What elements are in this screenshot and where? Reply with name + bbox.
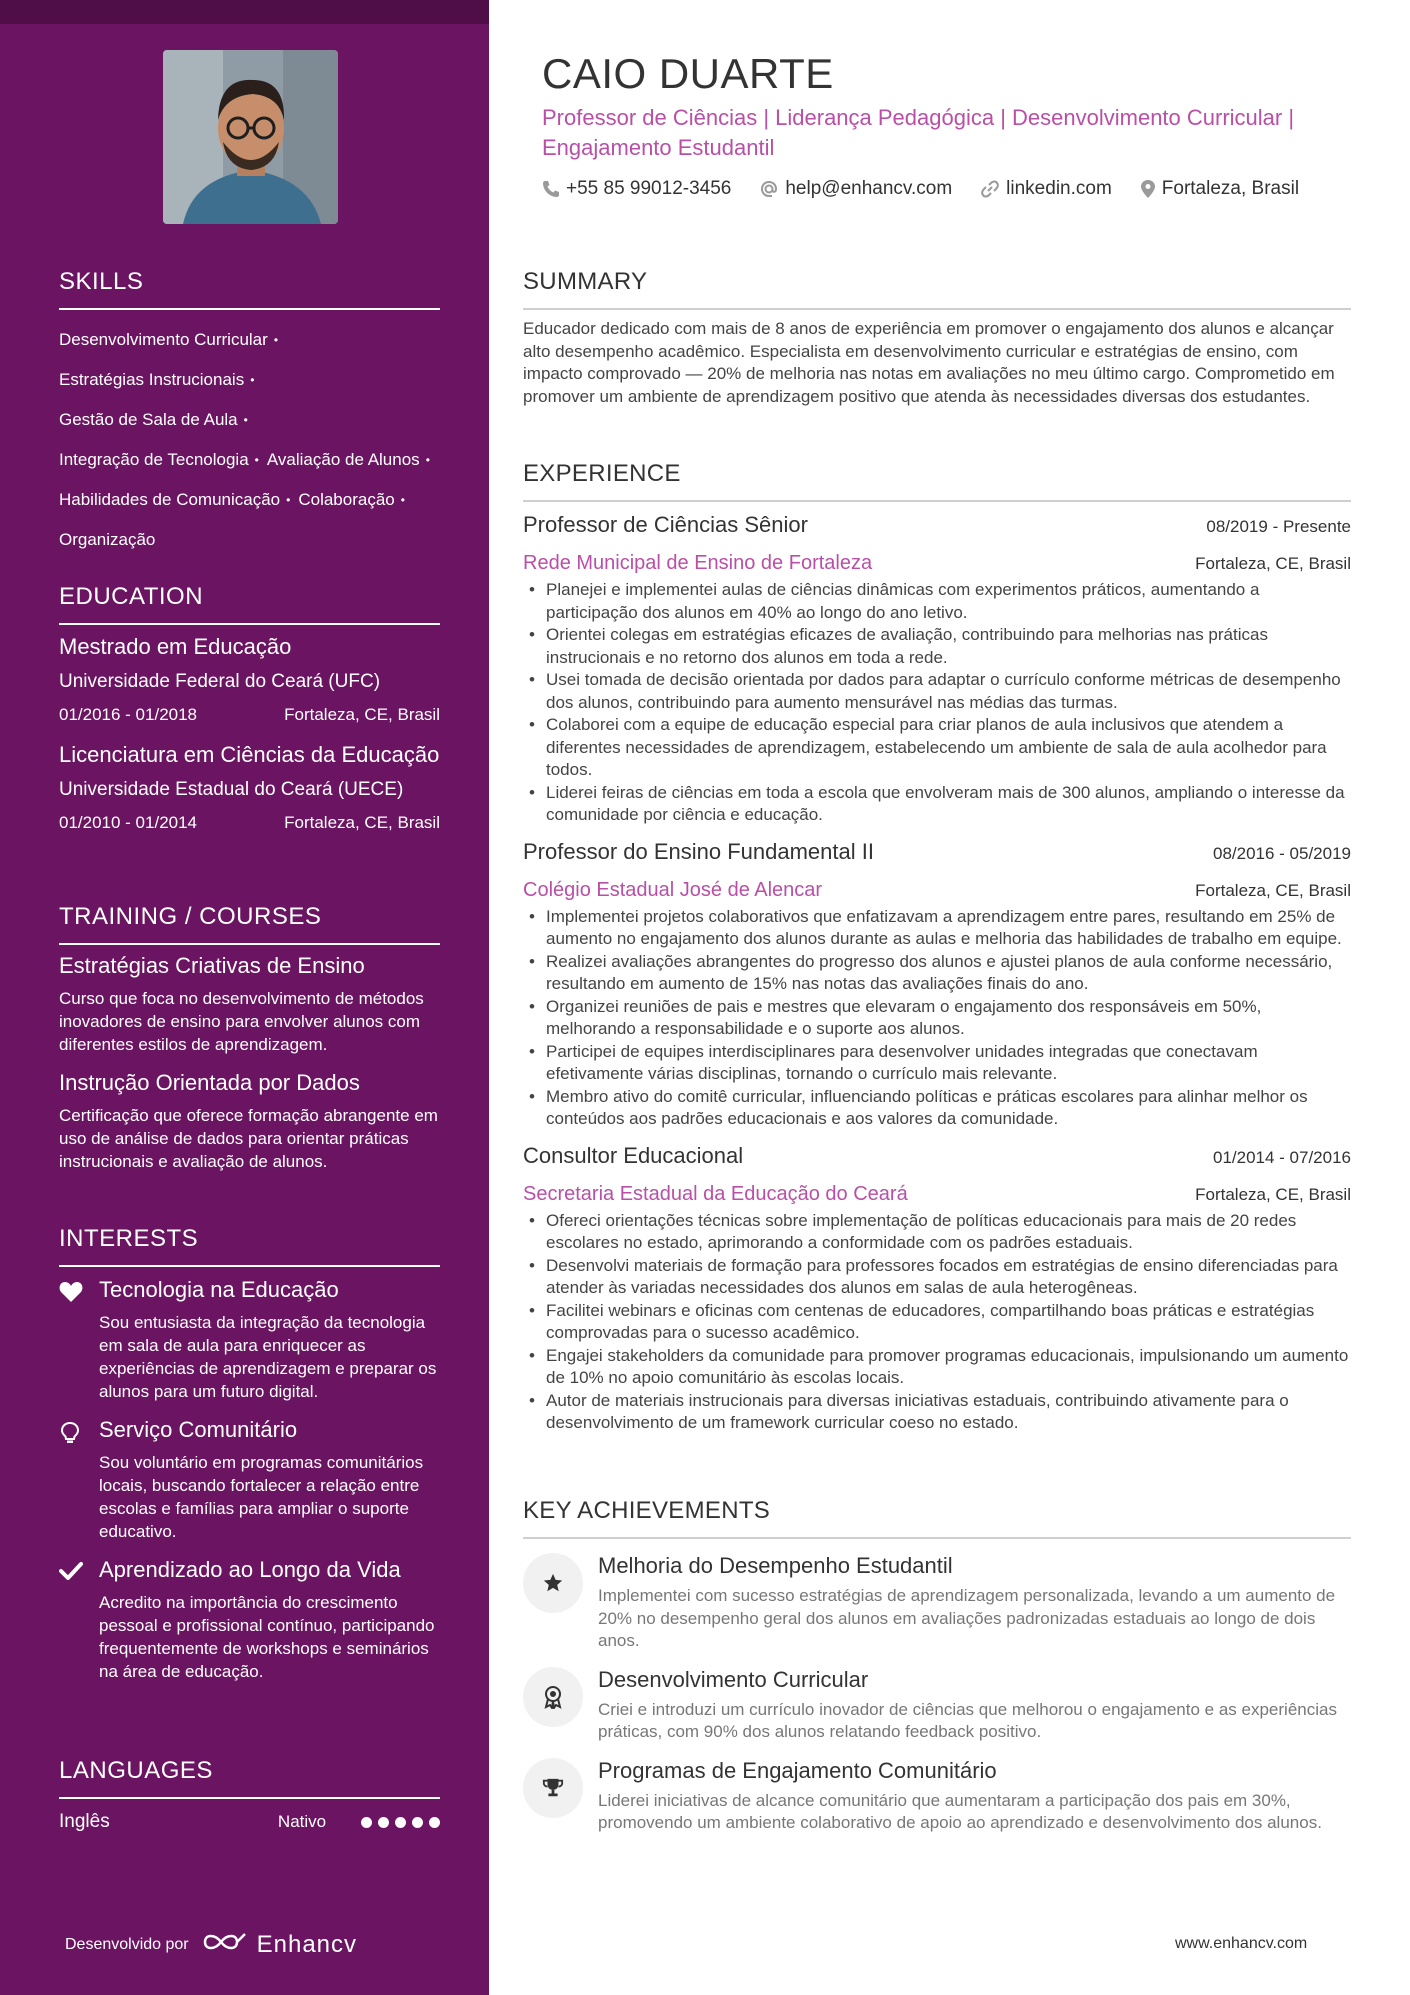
interest-title: Serviço Comunitário [99,1417,298,1442]
job-company: Colégio Estadual José de Alencar [523,878,823,901]
education-dates: 01/2016 - 01/2018 [59,705,198,724]
heart-icon [59,1277,99,1403]
job-location: Fortaleza, CE, Brasil [1195,1184,1351,1204]
skill-label: Colaboração [298,490,395,510]
achievement-title: Programas de Engajamento Comunitário [598,1757,997,1783]
job-bullet: • Engajei stakeholders da comunidade para promover programas educacionais, impulsionando um aumento de 10% no apoio comunitário às escolas locais. [523,1345,1351,1390]
rating-dot [429,1817,440,1828]
interest-description: Acredito na importância do crescimento pessoal e profissional contínuo, participando frequentemente de workshops e seminários na área de educação. [99,1593,435,1681]
award-ribbon-icon [523,1667,583,1727]
course-description: Certificação que oferece formação abrangente em uso de análise de dados para orientar práticas instrucionais e avaliação de alunos. [59,1106,438,1171]
checkmark-icon [59,1557,99,1683]
interest-item [59,1277,440,1403]
profile-photo [163,50,338,224]
contact-email[interactable] [759,178,952,200]
education-section [59,583,440,833]
achievement-item [523,1758,1351,1835]
education-school: Universidade Estadual do Ceará (UECE) [59,779,404,800]
job-bullet: • Autor de materiais instrucionais para diversas iniciativas estaduais, contribuindo ativamente para o desenvolvimento de um framework curricular coeso no estado. [523,1390,1351,1435]
contact-text: Fortaleza, Brasil [1161,178,1300,199]
job-entry [523,1143,1351,1435]
education-dates: 01/2010 - 01/2014 [59,813,198,832]
skill-item: Desenvolvimento Curricular • [59,330,279,349]
job-bullet: • Desenvolvi materiais de formação para professores focados em estratégias de ensino diferenciadas para atender às variadas necessidades dos alunos em salas de aula heterogêneas. [523,1255,1351,1300]
star-icon [523,1553,583,1613]
job-entry [523,512,1351,827]
job-bullet: • Membro ativo do comitê curricular, influenciando políticas e práticas escolares para alinhar melhor os conteúdos aos padrões educacionais e aos valores da comunidade. [523,1086,1351,1131]
job-entry [523,839,1351,1131]
course-item [59,953,440,1056]
skill-label: Avaliação de Alunos [266,450,420,470]
skill-label: Desenvolvimento Curricular [59,330,268,349]
achievement-description: Implementei com sucesso estratégias de aprendizagem personalizada, levando a um aumento de 20% no desempenho geral dos alunos em avaliações padronizadas estaduais ao longo de dois anos. [598,1586,1336,1650]
achievement-title: Desenvolvimento Curricular [598,1666,869,1692]
courses-title: TRAINING / COURSES [59,903,440,945]
job-dates: 01/2014 - 07/2016 [1212,1147,1351,1167]
job-bullet: • Liderei feiras de ciências em toda a escola que envolveram mais de 300 alunos, ampliando o interesse da comunidade por ciência e educação. [523,782,1351,827]
website-link[interactable]: www.enhancv.com [1175,1935,1308,1952]
education-degree: Mestrado em Educação [59,634,292,659]
job-bullets [523,906,1351,1131]
rating-dot [412,1817,423,1828]
education-meta [59,705,440,725]
job-company: Rede Municipal de Ensino de Fortaleza [523,552,873,574]
education-item [59,741,440,833]
contact-text: +55 85 99012-3456 [566,178,732,199]
powered-by [65,1930,357,1959]
lightbulb-icon [59,1417,99,1543]
achievement-description: Liderei iniciativas de alcance comunitário que aumentaram a participação dos pais em 30%, promovendo um ambiente colaborativo de apoio ao aprendizado e desenvolvimento dos alunos. [598,1790,1322,1832]
contact-text: help@enhancv.com [785,178,953,199]
summary-text: Educador dedicado com mais de 8 anos de experiência em promover o engajamento dos alunos e alcançar alto desempenho acadêmico. Especialista em desenvolvimento curricular e estratégias de ensino, com impacto comprovado — 20% de melhoria nas notas em avaliações no meu último cargo. Comprometido em promover um ambiente de aprendizagem positivo que atenda às necessidades diversas dos estudantes. [523,319,1335,406]
education-title: EDUCATION [59,583,440,625]
interest-title: Aprendizado ao Longo da Vida [99,1557,401,1582]
job-bullet: • Colaborei com a equipe de educação especial para criar planos de aula inclusivos que atendem a diferentes necessidades de aprendizagem, estabelecendo um ambiente de sala de aula acolhedor para todos. [523,714,1351,782]
course-title: Estratégias Criativas de Ensino [59,953,365,978]
job-bullet: • Planejei e implementei aulas de ciências dinâmicas com experimentos práticos, aumentando a participação dos alunos em 40% ao longo do ano letivo. [523,579,1351,624]
skill-item: Colaboração • [298,490,405,510]
candidate-headline: Professor de Ciências | Liderança Pedagógica | Desenvolvimento Curricular | Engajamento Estudantil [542,105,1295,160]
contact-linkedin[interactable] [980,178,1112,200]
achievements-title: KEY ACHIEVEMENTS [523,1497,1351,1539]
interest-description: Sou entusiasta da integração da tecnologia em sala de aula para enriquecer as experiências de aprendizagem e preparar os alunos para um futuro digital. [99,1313,437,1401]
trophy-icon [523,1758,583,1818]
skills-list [59,320,440,559]
job-location: Fortaleza, CE, Brasil [1195,554,1351,573]
achievements-section [523,1497,1351,1835]
skill-item: Avaliação de Alunos • [266,450,430,470]
sidebar-top-bar [0,0,489,24]
job-bullet: • Organizei reuniões de pais e mestres que elevaram o engajamento dos responsáveis em 50%, melhorando a responsabilidade e o suporte aos alunos. [523,996,1351,1041]
achievement-description: Criei e introduzi um currículo inovador de ciências que melhorou o engajamento e as experiências práticas, com 90% dos alunos relatando feedback positivo. [598,1699,1337,1741]
skill-item: Gestão de Sala de Aula • [59,410,248,430]
skill-item: Habilidades de Comunicação • [59,490,291,510]
job-title: Professor do Ensino Fundamental II [523,838,874,864]
language-item [59,1811,440,1833]
skill-item [59,520,155,559]
location-pin-icon [1140,179,1156,199]
experience-title: EXPERIENCE [523,460,1351,502]
summary-section [523,268,1351,408]
languages-section [59,1757,440,1833]
course-title: Instrução Orientada por Dados [59,1070,360,1095]
interest-item [59,1557,440,1683]
enhancv-logo-icon [201,1930,249,1959]
contact-text: linkedin.com [1006,178,1112,199]
language-level: Nativo [277,1812,327,1831]
job-bullet: • Implementei projetos colaborativos que enfatizavam a aprendizagem entre pares, resultando em 25% de aumento no engajamento dos alunos durante as aulas e melhoria das habilidades de trabalho em equipe. [523,906,1351,951]
candidate-name: CAIO DUARTE [542,50,834,97]
job-bullet: • Facilitei webinars e oficinas com centenas de educadores, compartilhando boas práticas e estratégias comprovadas para o sucesso acadêmico. [523,1300,1351,1345]
skills-title: SKILLS [59,268,440,310]
job-bullet: • Participei de equipes interdisciplinares para desenvolver unidades integradas que conectavam efetivamente várias disciplinas, tornando o currículo mais relevante. [523,1041,1351,1086]
powered-by-label: Desenvolvido por [65,1935,189,1953]
job-bullets [523,1210,1351,1435]
summary-title: SUMMARY [523,268,1351,310]
achievement-title: Melhoria do Desempenho Estudantil [598,1553,953,1578]
education-location: Fortaleza, CE, Brasil [284,705,440,724]
rating-dot [395,1817,406,1828]
job-bullet: • Usei tomada de decisão orientada por dados para adaptar o currículo conforme métricas de desempenho dos alunos, contribuindo para aumento mensurável nas médias das turmas. [523,669,1351,714]
education-school: Universidade Federal do Ceará (UFC) [59,671,381,692]
course-item [59,1070,440,1173]
language-name: Inglês [59,1811,110,1832]
education-meta [59,813,440,833]
job-dates: 08/2016 - 05/2019 [1212,843,1351,863]
interest-item [59,1417,440,1543]
skills-section [59,268,440,559]
skill-label: Organização [59,530,156,550]
phone-icon [542,180,560,198]
skill-label: Gestão de Sala de Aula [59,410,238,430]
job-bullet: • Realizei avaliações abrangentes do progresso dos alunos e ajustei planos de aula conforme necessário, resultando em aumento de 15% nas notas das avaliações finais do ano. [523,951,1351,996]
link-icon [980,179,1000,199]
contact-phone[interactable] [542,178,731,200]
job-bullet: • Ofereci orientações técnicas sobre implementação de políticas educacionais para mais de 20 redes escolares no estado, aprimorando a conformidade com os padrões estaduais. [523,1210,1351,1255]
brand-name: Enhancv [256,1930,358,1958]
job-bullets [523,579,1351,827]
job-bullet: • Orientei colegas em estratégias eficazes de avaliação, contribuindo para melhorias nas práticas instrucionais e no retorno dos alunos em toda a rede. [523,624,1351,669]
education-item [59,633,440,725]
interest-description: Sou voluntário em programas comunitários locais, buscando fortalecer a relação entre escolas e famílias para ampliar o suporte educativo. [99,1453,424,1541]
achievement-item [523,1667,1351,1744]
job-title: Consultor Educacional [523,1142,744,1168]
sidebar [0,0,489,1995]
education-location: Fortaleza, CE, Brasil [284,813,440,832]
achievement-item [523,1553,1351,1653]
job-location: Fortaleza, CE, Brasil [1195,880,1351,900]
skill-label: Estratégias Instrucionais [59,370,245,390]
courses-section [59,903,440,1173]
skill-label: Integração de Tecnologia [59,450,249,470]
at-icon [759,179,779,199]
job-title: Professor de Ciências Sênior [523,512,808,537]
skill-label: Habilidades de Comunicação [59,490,281,510]
job-dates: 08/2019 - Presente [1206,517,1351,536]
languages-title: LANGUAGES [59,1757,440,1799]
interest-title: Tecnologia na Educação [99,1277,339,1302]
rating-dot [361,1817,372,1828]
language-rating [361,1817,440,1828]
contact-location [1140,178,1299,200]
experience-section [523,460,1351,1435]
skill-item: Estratégias Instrucionais • [59,370,255,390]
rating-dot [378,1817,389,1828]
interests-title: INTERESTS [59,1225,440,1267]
course-description: Curso que foca no desenvolvimento de métodos inovadores de ensino para envolver alunos com diferentes estilos de aprendizagem. [59,989,424,1054]
job-company: Secretaria Estadual da Educação do Ceará [523,1182,908,1205]
education-degree: Licenciatura em Ciências da Educação [59,742,440,767]
contact-list [542,178,1327,200]
skill-item: Integração de Tecnologia • [59,450,259,470]
interests-section [59,1225,440,1683]
